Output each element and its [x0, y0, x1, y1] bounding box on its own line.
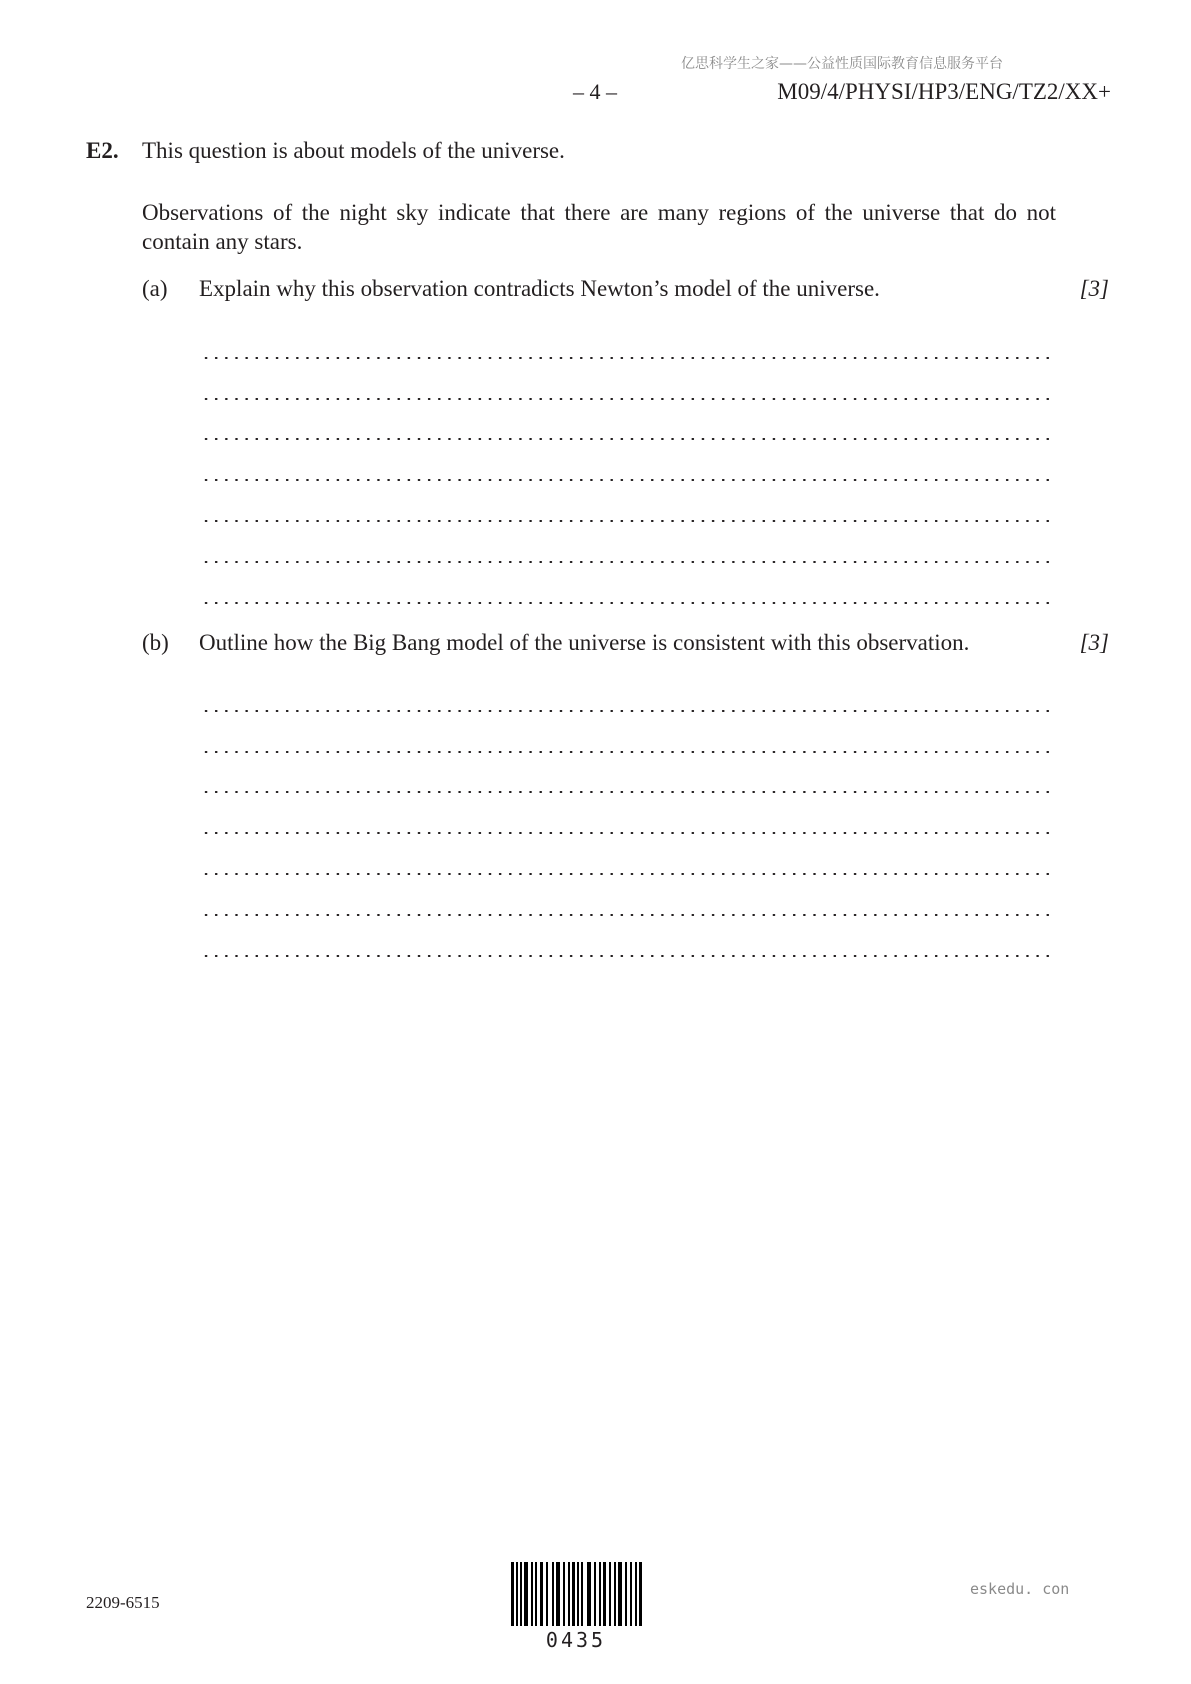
answer-line[interactable]: [199, 834, 1055, 875]
barcode-number: 0435: [545, 1628, 607, 1652]
answer-line[interactable]: [199, 753, 1055, 794]
part-a-text: Explain why this observation contradicts Newton’s model of the universe.: [199, 276, 880, 301]
part-a-label: (a): [142, 276, 168, 301]
part-b-marks: [3]: [1079, 630, 1109, 655]
answer-line[interactable]: [199, 400, 1055, 441]
question-intro: This question is about models of the universe.: [142, 138, 565, 163]
answer-line[interactable]: [199, 440, 1055, 481]
answer-line[interactable]: [199, 563, 1055, 604]
answer-line[interactable]: [199, 793, 1055, 834]
part-a-answer-area[interactable]: [199, 318, 1055, 604]
answer-line[interactable]: [199, 671, 1055, 712]
question-number: E2.: [86, 138, 119, 163]
question-stem: Observations of the night sky indicate that there are many regions of the universe that do not contain any stars.: [142, 200, 1056, 254]
part-b-answer-area[interactable]: [199, 671, 1055, 957]
paper-code: M09/4/PHYSI/HP3/ENG/TZ2/XX+: [777, 79, 1111, 104]
answer-line[interactable]: [199, 875, 1055, 916]
site-watermark: eskedu. con: [970, 1580, 1070, 1598]
footer-code: 2209-6515: [86, 1593, 160, 1612]
part-a-marks: [3]: [1079, 276, 1109, 301]
answer-line[interactable]: [199, 712, 1055, 753]
answer-line[interactable]: [199, 522, 1055, 563]
answer-line[interactable]: [199, 916, 1055, 957]
watermark-text: 亿思科学生之家——公益性质国际教育信息服务平台: [681, 56, 1003, 72]
answer-line[interactable]: [199, 359, 1055, 400]
part-b-text: Outline how the Big Bang model of the universe is consistent with this observation.: [199, 630, 970, 655]
answer-line[interactable]: [199, 318, 1055, 359]
part-b-label: (b): [142, 630, 169, 655]
barcode-image: [510, 1562, 642, 1626]
answer-line[interactable]: [199, 481, 1055, 522]
page-number: – 4 –: [573, 79, 617, 104]
